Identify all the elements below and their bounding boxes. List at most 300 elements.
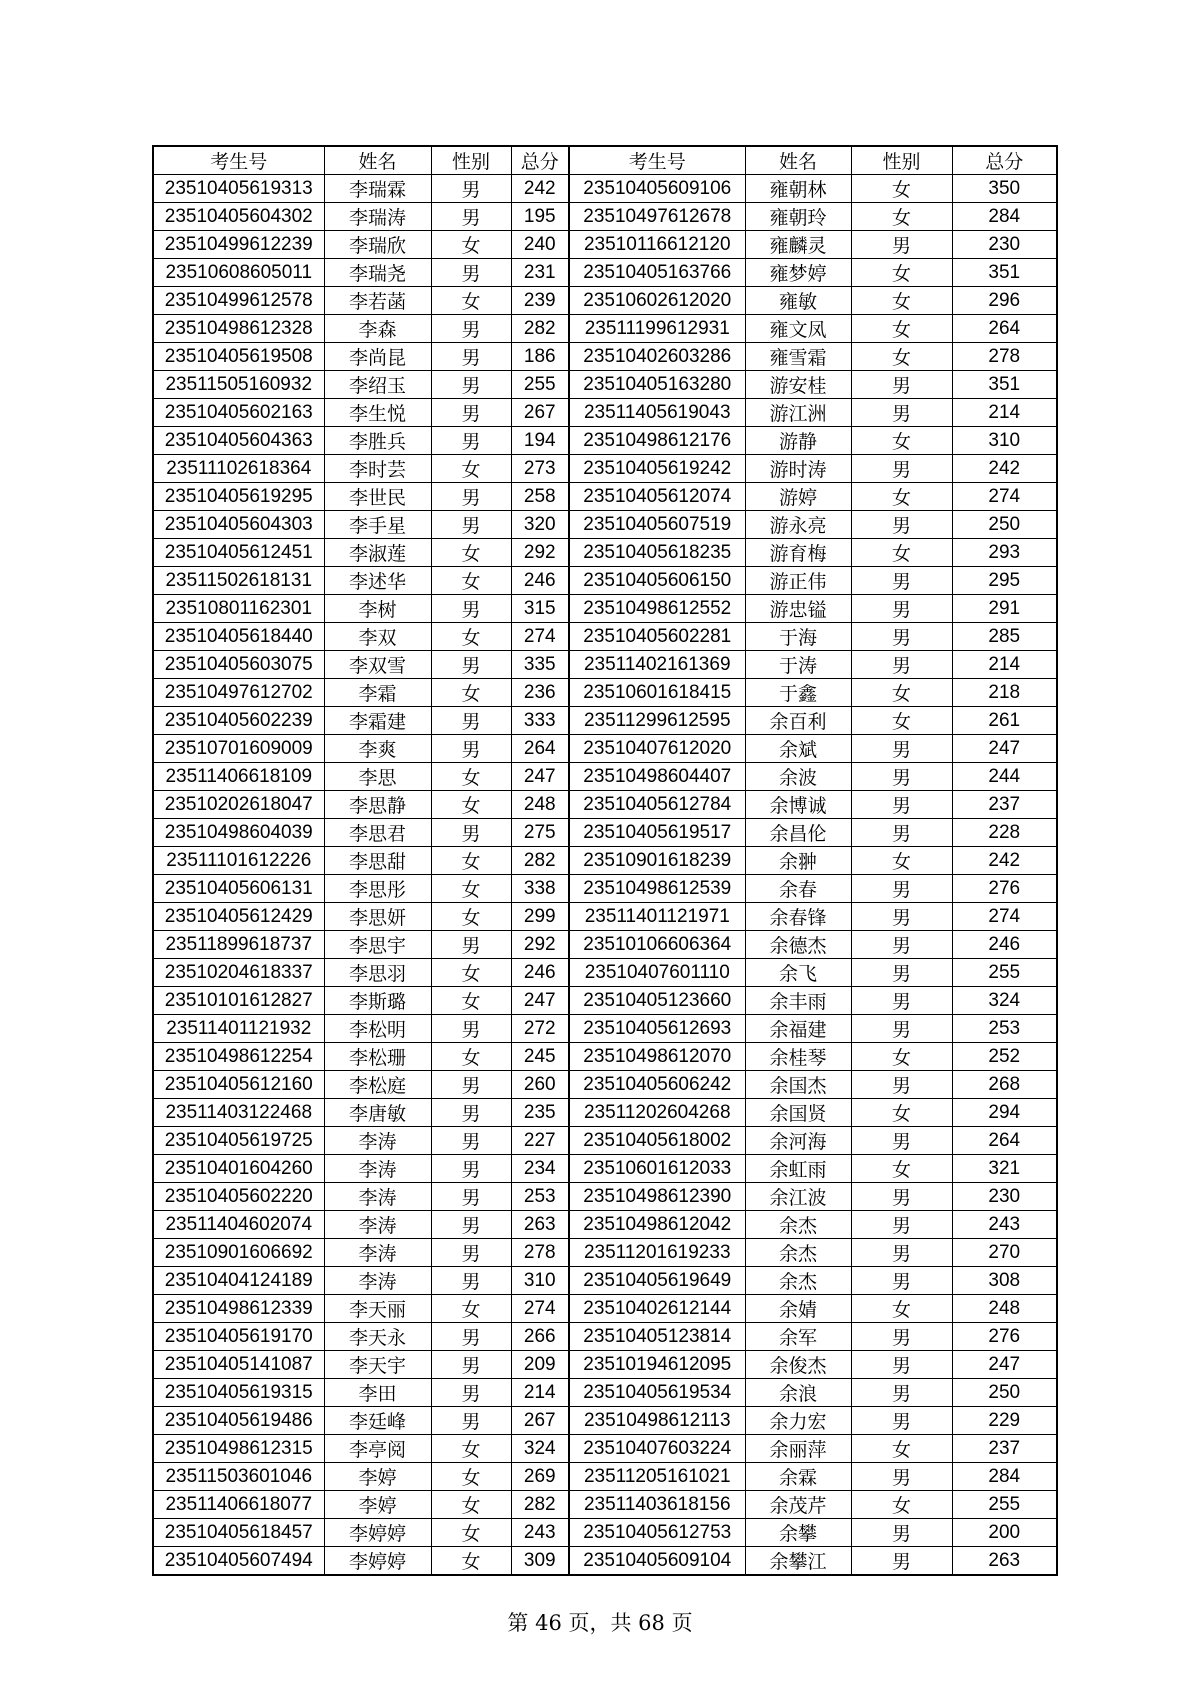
name-cell: 李涛 xyxy=(324,1211,431,1239)
score-cell: 236 xyxy=(511,679,569,707)
exam-id-cell-2: 23510405609104 xyxy=(569,1547,745,1576)
score-cell: 335 xyxy=(511,651,569,679)
gender-cell: 男 xyxy=(431,1015,511,1043)
gender-cell: 男 xyxy=(431,1323,511,1351)
gender-cell: 女 xyxy=(431,231,511,259)
exam-id-cell: 23510405602239 xyxy=(153,707,324,735)
name-cell: 李爽 xyxy=(324,735,431,763)
gender-cell: 男 xyxy=(431,175,511,203)
table-row xyxy=(153,1015,1057,1043)
exam-id-cell-2: 23510405618002 xyxy=(569,1127,745,1155)
score-cell: 247 xyxy=(511,763,569,791)
score-cell-2: 228 xyxy=(952,819,1057,847)
name-cell-2: 余丰雨 xyxy=(745,987,851,1015)
table-row xyxy=(153,1323,1057,1351)
gender-cell-2: 女 xyxy=(851,847,952,875)
exam-id-cell: 23510405604303 xyxy=(153,511,324,539)
score-cell: 310 xyxy=(511,1267,569,1295)
exam-id-cell-2: 23510405612753 xyxy=(569,1519,745,1547)
table-row xyxy=(153,1155,1057,1183)
name-cell-2: 余德杰 xyxy=(745,931,851,959)
exam-id-cell-2: 23510498612552 xyxy=(569,595,745,623)
name-cell-2: 余春 xyxy=(745,875,851,903)
name-cell: 李手星 xyxy=(324,511,431,539)
table-row xyxy=(153,651,1057,679)
name-cell: 李世民 xyxy=(324,483,431,511)
score-cell-2: 242 xyxy=(952,847,1057,875)
exam-id-cell-2: 23510407612020 xyxy=(569,735,745,763)
gender-cell: 男 xyxy=(431,819,511,847)
exam-id-cell-2: 23510405618235 xyxy=(569,539,745,567)
score-cell-2: 255 xyxy=(952,959,1057,987)
name-cell: 李述华 xyxy=(324,567,431,595)
score-cell: 338 xyxy=(511,875,569,903)
gender-cell: 男 xyxy=(431,259,511,287)
gender-cell: 男 xyxy=(431,595,511,623)
table-row xyxy=(153,1435,1057,1463)
score-cell: 272 xyxy=(511,1015,569,1043)
name-cell: 李思宇 xyxy=(324,931,431,959)
score-cell: 267 xyxy=(511,1407,569,1435)
exam-id-cell-2: 23511299612595 xyxy=(569,707,745,735)
gender-cell-2: 男 xyxy=(851,1519,952,1547)
exam-id-cell: 23510204618337 xyxy=(153,959,324,987)
score-cell-2: 248 xyxy=(952,1295,1057,1323)
table-row xyxy=(153,343,1057,371)
score-cell: 292 xyxy=(511,931,569,959)
exam-id-cell: 23510498612254 xyxy=(153,1043,324,1071)
table-row xyxy=(153,1267,1057,1295)
table-row xyxy=(153,1211,1057,1239)
gender-cell-2: 女 xyxy=(851,1295,952,1323)
table-row xyxy=(153,203,1057,231)
exam-id-cell: 23511406618109 xyxy=(153,763,324,791)
score-cell: 195 xyxy=(511,203,569,231)
gender-cell-2: 女 xyxy=(851,679,952,707)
name-cell-2: 余军 xyxy=(745,1323,851,1351)
exam-id-cell: 23510405619295 xyxy=(153,483,324,511)
score-cell-2: 285 xyxy=(952,623,1057,651)
name-cell: 李思妍 xyxy=(324,903,431,931)
gender-cell: 男 xyxy=(431,343,511,371)
gender-cell-2: 男 xyxy=(851,595,952,623)
name-cell-2: 余国贤 xyxy=(745,1099,851,1127)
exam-id-cell-2: 23511405619043 xyxy=(569,399,745,427)
exam-id-cell: 23510405141087 xyxy=(153,1351,324,1379)
table-row xyxy=(153,763,1057,791)
gender-cell: 女 xyxy=(431,847,511,875)
score-cell: 273 xyxy=(511,455,569,483)
table-row xyxy=(153,1547,1057,1576)
exam-id-cell: 23511101612226 xyxy=(153,847,324,875)
name-cell: 李婷婷 xyxy=(324,1547,431,1576)
gender-cell: 女 xyxy=(431,1463,511,1491)
table-row xyxy=(153,1519,1057,1547)
table-row xyxy=(153,903,1057,931)
score-cell: 274 xyxy=(511,1295,569,1323)
score-cell: 282 xyxy=(511,315,569,343)
name-cell-2: 游静 xyxy=(745,427,851,455)
name-cell: 李瑞涛 xyxy=(324,203,431,231)
name-cell-2: 余浪 xyxy=(745,1379,851,1407)
gender-cell-2: 女 xyxy=(851,707,952,735)
score-cell-2: 264 xyxy=(952,315,1057,343)
table-row xyxy=(153,595,1057,623)
score-cell-2: 237 xyxy=(952,791,1057,819)
score-cell-2: 250 xyxy=(952,511,1057,539)
name-cell-2: 雍文凤 xyxy=(745,315,851,343)
gender-cell-2: 男 xyxy=(851,987,952,1015)
table-row xyxy=(153,287,1057,315)
table-row xyxy=(153,1127,1057,1155)
gender-cell-2: 女 xyxy=(851,1043,952,1071)
name-cell-2: 余虹雨 xyxy=(745,1155,851,1183)
gender-cell: 男 xyxy=(431,483,511,511)
table-body xyxy=(153,175,1057,1576)
exam-id-cell-2: 23511199612931 xyxy=(569,315,745,343)
table-row xyxy=(153,511,1057,539)
score-cell-2: 294 xyxy=(952,1099,1057,1127)
score-cell: 253 xyxy=(511,1183,569,1211)
exam-id-cell-2: 23510601618415 xyxy=(569,679,745,707)
score-cell-2: 284 xyxy=(952,203,1057,231)
name-cell-2: 余杰 xyxy=(745,1239,851,1267)
score-cell: 255 xyxy=(511,371,569,399)
name-cell-2: 余昌伦 xyxy=(745,819,851,847)
score-cell-2: 250 xyxy=(952,1379,1057,1407)
gender-cell: 女 xyxy=(431,1491,511,1519)
gender-cell-2: 男 xyxy=(851,399,952,427)
gender-cell-2: 男 xyxy=(851,1211,952,1239)
exam-id-cell: 23511401121932 xyxy=(153,1015,324,1043)
name-cell-2: 余百利 xyxy=(745,707,851,735)
gender-cell: 女 xyxy=(431,987,511,1015)
gender-cell-2: 女 xyxy=(851,483,952,511)
name-cell-2: 游正伟 xyxy=(745,567,851,595)
name-cell: 李涛 xyxy=(324,1155,431,1183)
name-cell-2: 游永亮 xyxy=(745,511,851,539)
score-cell: 186 xyxy=(511,343,569,371)
table-row xyxy=(153,1351,1057,1379)
gender-cell: 女 xyxy=(431,1547,511,1576)
gender-cell-2: 男 xyxy=(851,567,952,595)
exam-id-cell-2: 23510405619517 xyxy=(569,819,745,847)
score-cell-2: 263 xyxy=(952,1547,1057,1576)
score-cell: 231 xyxy=(511,259,569,287)
name-cell: 李瑞尧 xyxy=(324,259,431,287)
name-cell-2: 于涛 xyxy=(745,651,851,679)
name-cell: 李天永 xyxy=(324,1323,431,1351)
exam-id-cell: 23510405607494 xyxy=(153,1547,324,1576)
name-cell-2: 余江波 xyxy=(745,1183,851,1211)
exam-id-cell-2: 23510405163766 xyxy=(569,259,745,287)
score-cell: 227 xyxy=(511,1127,569,1155)
table-row xyxy=(153,399,1057,427)
name-cell-2: 游时涛 xyxy=(745,455,851,483)
table-row xyxy=(153,1183,1057,1211)
score-cell-2: 295 xyxy=(952,567,1057,595)
name-cell: 李松庭 xyxy=(324,1071,431,1099)
score-cell: 246 xyxy=(511,959,569,987)
name-cell-2: 余攀江 xyxy=(745,1547,851,1576)
gender-cell: 女 xyxy=(431,539,511,567)
exam-id-cell-2: 23510106606364 xyxy=(569,931,745,959)
gender-cell: 男 xyxy=(431,931,511,959)
score-cell-2: 253 xyxy=(952,1015,1057,1043)
name-cell: 李天丽 xyxy=(324,1295,431,1323)
name-cell-2: 余桂琴 xyxy=(745,1043,851,1071)
gender-cell: 男 xyxy=(431,427,511,455)
gender-cell-2: 男 xyxy=(851,623,952,651)
table-row xyxy=(153,679,1057,707)
table-row xyxy=(153,875,1057,903)
exam-id-cell-2: 23511401121971 xyxy=(569,903,745,931)
exam-id-cell-2: 23510402612144 xyxy=(569,1295,745,1323)
exam-id-cell: 23510405604363 xyxy=(153,427,324,455)
name-cell: 李田 xyxy=(324,1379,431,1407)
table-row xyxy=(153,735,1057,763)
gender-cell-2: 女 xyxy=(851,287,952,315)
score-cell-2: 264 xyxy=(952,1127,1057,1155)
exam-id-cell: 23510405619725 xyxy=(153,1127,324,1155)
gender-cell-2: 女 xyxy=(851,1435,952,1463)
score-cell-2: 276 xyxy=(952,875,1057,903)
table-row xyxy=(153,931,1057,959)
score-cell: 260 xyxy=(511,1071,569,1099)
exam-id-cell: 23510901606692 xyxy=(153,1239,324,1267)
name-cell-2: 余河海 xyxy=(745,1127,851,1155)
header-score-2: 总分 xyxy=(952,146,1057,175)
score-cell: 264 xyxy=(511,735,569,763)
score-cell: 282 xyxy=(511,847,569,875)
name-cell-2: 余春锋 xyxy=(745,903,851,931)
exam-id-cell: 23510405604302 xyxy=(153,203,324,231)
score-cell: 194 xyxy=(511,427,569,455)
exam-id-cell: 23510405606131 xyxy=(153,875,324,903)
score-cell-2: 324 xyxy=(952,987,1057,1015)
score-cell: 242 xyxy=(511,175,569,203)
name-cell-2: 游江洲 xyxy=(745,399,851,427)
score-cell-2: 261 xyxy=(952,707,1057,735)
gender-cell-2: 男 xyxy=(851,735,952,763)
name-cell: 李双 xyxy=(324,623,431,651)
score-cell-2: 350 xyxy=(952,175,1057,203)
name-cell: 李廷峰 xyxy=(324,1407,431,1435)
score-cell: 333 xyxy=(511,707,569,735)
exam-id-cell-2: 23511402161369 xyxy=(569,651,745,679)
name-cell: 李时芸 xyxy=(324,455,431,483)
table-row xyxy=(153,819,1057,847)
exam-id-cell: 23510401604260 xyxy=(153,1155,324,1183)
exam-id-cell: 23510499612239 xyxy=(153,231,324,259)
table-row xyxy=(153,175,1057,203)
exam-id-cell: 23510405619170 xyxy=(153,1323,324,1351)
table-row xyxy=(153,1379,1057,1407)
score-cell: 235 xyxy=(511,1099,569,1127)
name-cell-2: 余力宏 xyxy=(745,1407,851,1435)
gender-cell: 男 xyxy=(431,1351,511,1379)
exam-id-cell-2: 23510901618239 xyxy=(569,847,745,875)
exam-id-cell: 23510608605011 xyxy=(153,259,324,287)
name-cell: 李胜兵 xyxy=(324,427,431,455)
exam-id-cell-2: 23510405606242 xyxy=(569,1071,745,1099)
score-cell: 263 xyxy=(511,1211,569,1239)
name-cell-2: 余茂芹 xyxy=(745,1491,851,1519)
gender-cell-2: 女 xyxy=(851,203,952,231)
score-cell-2: 310 xyxy=(952,427,1057,455)
gender-cell: 男 xyxy=(431,315,511,343)
gender-cell: 男 xyxy=(431,1127,511,1155)
name-cell-2: 游忠镒 xyxy=(745,595,851,623)
gender-cell-2: 男 xyxy=(851,1463,952,1491)
name-cell: 李树 xyxy=(324,595,431,623)
score-cell: 248 xyxy=(511,791,569,819)
gender-cell-2: 男 xyxy=(851,875,952,903)
table-row xyxy=(153,1295,1057,1323)
name-cell: 李婷婷 xyxy=(324,1519,431,1547)
score-cell: 292 xyxy=(511,539,569,567)
table-row xyxy=(153,539,1057,567)
score-cell: 209 xyxy=(511,1351,569,1379)
name-cell: 李思君 xyxy=(324,819,431,847)
header-exam-id: 考生号 xyxy=(153,146,324,175)
table-row xyxy=(153,1099,1057,1127)
exam-id-cell-2: 23510498612176 xyxy=(569,427,745,455)
score-cell-2: 200 xyxy=(952,1519,1057,1547)
table-row xyxy=(153,315,1057,343)
table-row xyxy=(153,567,1057,595)
name-cell: 李唐敏 xyxy=(324,1099,431,1127)
exam-id-cell: 23511406618077 xyxy=(153,1491,324,1519)
header-score: 总分 xyxy=(511,146,569,175)
gender-cell-2: 男 xyxy=(851,1127,952,1155)
name-cell: 李涛 xyxy=(324,1267,431,1295)
name-cell-2: 游育梅 xyxy=(745,539,851,567)
exam-id-cell-2: 23510498612539 xyxy=(569,875,745,903)
score-cell-2: 229 xyxy=(952,1407,1057,1435)
exam-id-cell: 23510405602220 xyxy=(153,1183,324,1211)
exam-id-cell: 23510405603075 xyxy=(153,651,324,679)
score-cell: 324 xyxy=(511,1435,569,1463)
exam-id-cell: 23510499612578 xyxy=(153,287,324,315)
name-cell: 李亭阅 xyxy=(324,1435,431,1463)
score-cell: 267 xyxy=(511,399,569,427)
name-cell-2: 游婷 xyxy=(745,483,851,511)
name-cell-2: 余丽萍 xyxy=(745,1435,851,1463)
gender-cell-2: 男 xyxy=(851,1267,952,1295)
gender-cell: 女 xyxy=(431,1519,511,1547)
exam-id-cell-2: 23510405619649 xyxy=(569,1267,745,1295)
score-cell: 320 xyxy=(511,511,569,539)
name-cell-2: 雍敏 xyxy=(745,287,851,315)
score-cell-2: 296 xyxy=(952,287,1057,315)
name-cell-2: 游安桂 xyxy=(745,371,851,399)
score-cell-2: 308 xyxy=(952,1267,1057,1295)
exam-id-cell-2: 23510405619534 xyxy=(569,1379,745,1407)
name-cell-2: 余翀 xyxy=(745,847,851,875)
name-cell: 李霜 xyxy=(324,679,431,707)
name-cell: 李松珊 xyxy=(324,1043,431,1071)
table-row xyxy=(153,959,1057,987)
score-cell-2: 246 xyxy=(952,931,1057,959)
name-cell-2: 余国杰 xyxy=(745,1071,851,1099)
gender-cell: 女 xyxy=(431,903,511,931)
exam-id-cell: 23511403122468 xyxy=(153,1099,324,1127)
gender-cell-2: 男 xyxy=(851,1547,952,1576)
gender-cell: 女 xyxy=(431,679,511,707)
score-cell-2: 244 xyxy=(952,763,1057,791)
gender-cell-2: 男 xyxy=(851,1183,952,1211)
exam-id-cell: 23510405619486 xyxy=(153,1407,324,1435)
gender-cell: 女 xyxy=(431,1043,511,1071)
exam-id-cell: 23511102618364 xyxy=(153,455,324,483)
name-cell: 李绍玉 xyxy=(324,371,431,399)
table-row xyxy=(153,1071,1057,1099)
exam-id-cell: 23511404602074 xyxy=(153,1211,324,1239)
exam-id-cell: 23510405619313 xyxy=(153,175,324,203)
exam-id-cell: 23510498612315 xyxy=(153,1435,324,1463)
exam-id-cell-2: 23510405609106 xyxy=(569,175,745,203)
name-cell-2: 雍朝玲 xyxy=(745,203,851,231)
score-cell-2: 270 xyxy=(952,1239,1057,1267)
exam-id-cell: 23510405612451 xyxy=(153,539,324,567)
table-row xyxy=(153,483,1057,511)
gender-cell: 男 xyxy=(431,1183,511,1211)
exam-id-cell: 23510405618457 xyxy=(153,1519,324,1547)
gender-cell: 女 xyxy=(431,791,511,819)
gender-cell: 男 xyxy=(431,511,511,539)
score-cell-2: 284 xyxy=(952,1463,1057,1491)
exam-id-cell-2: 23510405163280 xyxy=(569,371,745,399)
score-cell-2: 293 xyxy=(952,539,1057,567)
table-row xyxy=(153,1463,1057,1491)
gender-cell-2: 女 xyxy=(851,259,952,287)
gender-cell-2: 男 xyxy=(851,903,952,931)
name-cell: 李天宇 xyxy=(324,1351,431,1379)
gender-cell-2: 女 xyxy=(851,315,952,343)
gender-cell-2: 女 xyxy=(851,1491,952,1519)
header-name: 姓名 xyxy=(324,146,431,175)
name-cell-2: 雍雪霜 xyxy=(745,343,851,371)
exam-id-cell-2: 23510407603224 xyxy=(569,1435,745,1463)
score-cell-2: 351 xyxy=(952,371,1057,399)
exam-id-cell-2: 23510498612390 xyxy=(569,1183,745,1211)
gender-cell-2: 男 xyxy=(851,1323,952,1351)
gender-cell: 男 xyxy=(431,1239,511,1267)
name-cell: 李森 xyxy=(324,315,431,343)
score-cell: 239 xyxy=(511,287,569,315)
score-cell-2: 230 xyxy=(952,231,1057,259)
gender-cell: 男 xyxy=(431,707,511,735)
gender-cell-2: 男 xyxy=(851,791,952,819)
exam-id-cell-2: 23510405619242 xyxy=(569,455,745,483)
name-cell-2: 余福建 xyxy=(745,1015,851,1043)
table-row xyxy=(153,1043,1057,1071)
score-cell-2: 247 xyxy=(952,735,1057,763)
header-gender-2: 性别 xyxy=(851,146,952,175)
gender-cell-2: 男 xyxy=(851,959,952,987)
gender-cell: 男 xyxy=(431,735,511,763)
gender-cell: 男 xyxy=(431,1071,511,1099)
name-cell-2: 于海 xyxy=(745,623,851,651)
score-cell-2: 237 xyxy=(952,1435,1057,1463)
table-row xyxy=(153,427,1057,455)
exam-id-cell: 23510405602163 xyxy=(153,399,324,427)
exam-id-cell-2: 23510498612113 xyxy=(569,1407,745,1435)
exam-id-cell: 23510405619315 xyxy=(153,1379,324,1407)
score-cell: 269 xyxy=(511,1463,569,1491)
score-cell-2: 255 xyxy=(952,1491,1057,1519)
